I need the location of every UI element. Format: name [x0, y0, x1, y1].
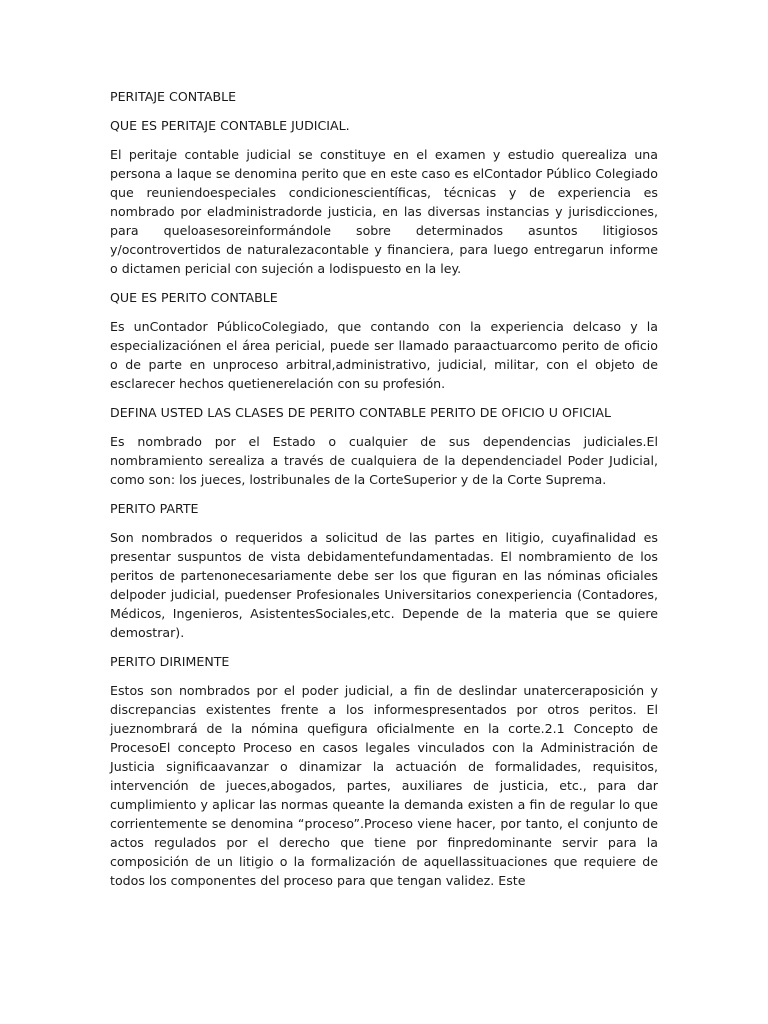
section-heading-clases-perito: DEFINA USTED LAS CLASES DE PERITO CONTABLE PERITO DE OFICIO U OFICIAL	[110, 405, 611, 420]
paragraph-perito-parte: Son nombrados o requeridos a solicitud de las partes en litigio, cuyafinalidad es presentar suspuntos de vista debidamentefundamentadas. El nombramiento de los peritos de partenonecesariamente debe ser los que figuran en las nóminas oficiales delpoder judicial, puedenser Profesionales Universitarios conexperiencia (Contadores, Médicos, Ingenieros, AsistentesSociales,etc. Depende de la materia que se quiere demostrar).	[110, 530, 658, 640]
section-heading-perito-parte: PERITO PARTE	[110, 501, 199, 516]
doc-title: PERITAJE CONTABLE	[110, 89, 237, 104]
paragraph-perito-oficio: Es nombrado por el Estado o cualquier de sus dependencias judiciales.El nombramiento serealiza a través de cualquiera de la dependenciadel Poder Judicial, como son: los jueces, lostribunales de la CorteSuperior y de la Corte Suprema.	[110, 434, 658, 487]
paragraph-perito-dirimente: Estos son nombrados por el poder judicial, a fin de deslindar unaterceraposición y discrepancias existentes frente a los informespresentados por otros peritos. El jueznombrará de la nómina quefigura oficialmente en la corte.2.1 Concepto de ProcesoEl concepto Proceso en casos legales vinculados con la Administración de Justicia significaavanzar o dinamizar la actuación de formalidades, requisitos, intervención de jueces,abogados, partes, auxiliares de justicia, etc., para dar cumplimiento y aplicar las normas queante la demanda existen a fin de regular lo que corrientemente se denomina “proceso”.Proceso viene hacer, por tanto, el conjunto de actos regulados por el derecho que tiene por finpredominante servir para la composición de un litigio o la formalización de aquellassituaciones que requiere de todos los componentes del proceso para que tengan validez. Este	[110, 683, 658, 888]
paragraph-perito-contable: Es unContador PúblicoColegiado, que contando con la experiencia delcaso y la especializaciónen el área pericial, puede ser llamado paraactuarcomo perito de oficio o de parte en unproceso arbitral,administrativo, judicial, militar, con el objeto de esclarecer hechos quetienerelación con su profesión.	[110, 319, 658, 391]
section-heading-peritaje-judicial: QUE ES PERITAJE CONTABLE JUDICIAL.	[110, 118, 350, 133]
section-heading-perito-dirimente: PERITO DIRIMENTE	[110, 654, 230, 669]
paragraph-peritaje-judicial: El peritaje contable judicial se constituye en el examen y estudio querealiza una persona a laque se denomina perito que en este caso es elContador Público Colegiado que reuniendoespeciales condicionescientíficas, técnicas y de experiencia es nombrado por eladministradorde justicia, en las diversas instancias y jurisdicciones, para queloasesoreinformándole sobre determinados asuntos litigiosos y/ocontrovertidos de naturalezacontable y financiera, para luego entregarun informe o dictamen pericial con sujeción a lodispuesto en la ley.	[110, 147, 658, 276]
section-heading-perito-contable: QUE ES PERITO CONTABLE	[110, 290, 278, 305]
